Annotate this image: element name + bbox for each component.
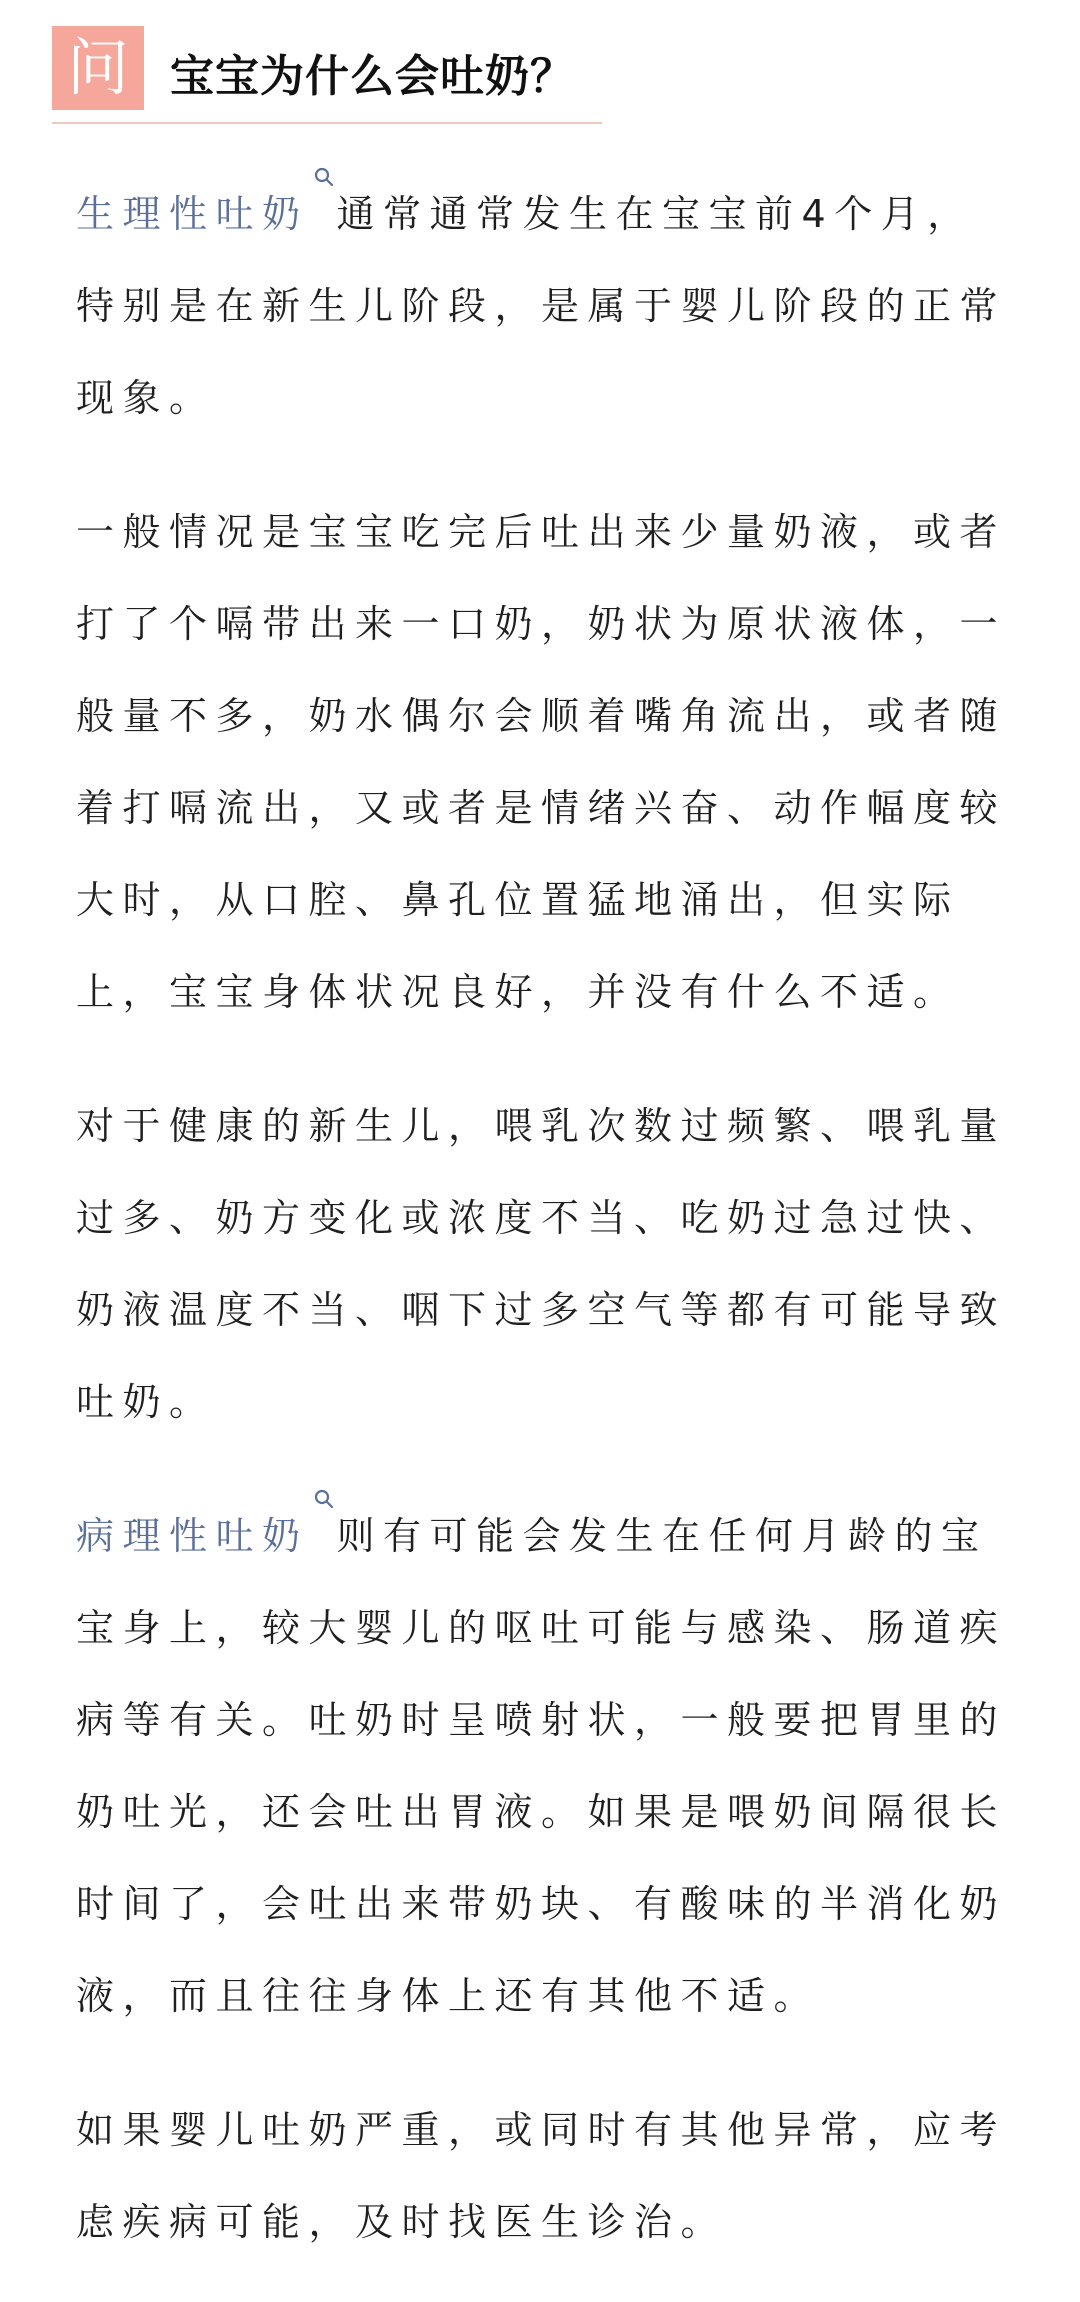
paragraph-advice: 如果婴儿吐奶严重，或同时有其他异常，应考虑疾病可能，及时找医生诊治。 — [76, 2108, 1007, 2244]
paragraph-general: 一般情况是宝宝吃完后吐出来少量奶液，或者打了个嗝带出来一口奶，奶状为原状液体，一般量不多，奶水偶尔会顺着嘴角流出，或者随着打嗝流出，又或者是情绪兴奋、动作幅度较大时，从口腔、鼻孔位置猛地涌出，但实际上，宝宝身体状况良好，并没有什么不适。 — [76, 510, 1007, 1014]
section-title: 宝宝为什么会吐奶？ — [170, 51, 575, 102]
question-badge: 问 — [52, 26, 144, 110]
paragraph-physiological — [76, 168, 1006, 444]
paragraph-text: 则有可能会发生在任何月龄的宝宝身上，较大婴儿的呕吐可能与感染、肠道疾病等有关。吐奶时呈喷射状，一般要把胃里的奶吐光，还会吐出胃液。如果是喂奶间隔很长时间了，会吐出来带奶块、有酸味的半消化奶液，而且往往身体上还有其他不适。 — [76, 1514, 1007, 2018]
link-term-physiological-vomiting[interactable]: 生理性吐奶 — [76, 192, 309, 236]
article-body — [76, 168, 1006, 2268]
section-header — [52, 22, 602, 124]
paragraph-text: 通常通常发生在宝宝前4个月，特别是在新生儿阶段，是属于婴儿阶段的正常现象。 — [76, 192, 1007, 420]
search-icon[interactable] — [313, 1490, 335, 1528]
link-term-pathological-vomiting[interactable]: 病理性吐奶 — [76, 1514, 309, 1558]
search-icon[interactable] — [313, 168, 335, 206]
paragraph-pathological — [76, 1490, 1006, 2042]
paragraph-causes: 对于健康的新生儿，喂乳次数过频繁、喂乳量过多、奶方变化或浓度不当、吃奶过急过快、奶液温度不当、咽下过多空气等都有可能导致吐奶。 — [76, 1104, 1007, 1424]
